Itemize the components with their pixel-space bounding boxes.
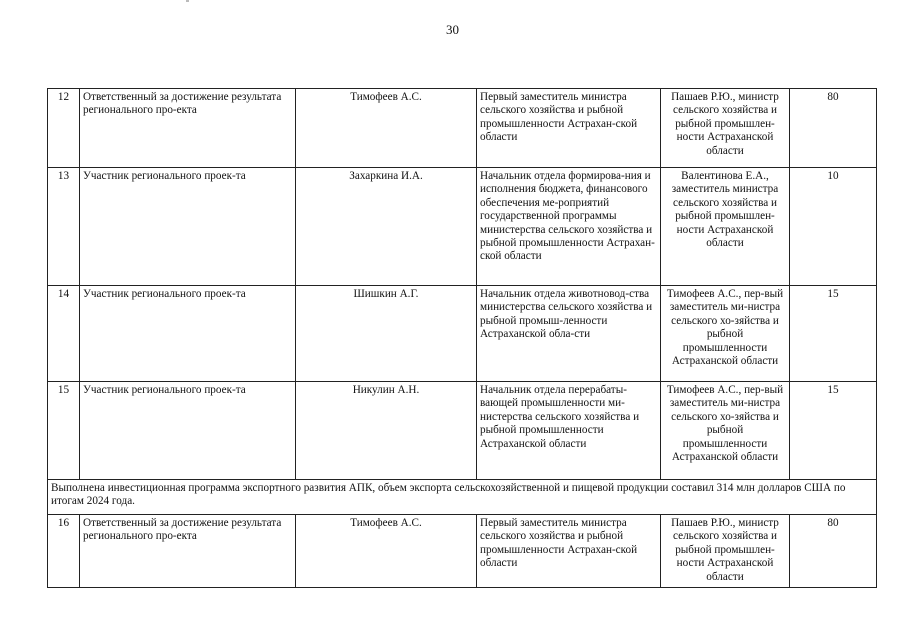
- table-row: [48, 382, 877, 480]
- row-role: Ответственный за достижение результата регионального про-екта: [80, 89, 296, 168]
- merged-row-text: Выполнена инвестиционная программа экспортного развития АПК, объем экспорта сельскохозяйственной и пищевой продукции составил 314 млн долларов США по итогам 2024 года.: [48, 480, 877, 515]
- row-name: Шишкин А.Г.: [296, 286, 477, 382]
- row-position: Начальник отдела животновод-ства министерства сельского хозяйства и рыбной промыш-ленности Астраханской обла-сти: [477, 286, 661, 382]
- row-role: Участник регионального проек-та: [80, 382, 296, 480]
- row-number: 15: [48, 382, 80, 480]
- row-role: Ответственный за достижение результата регионального про-екта: [80, 515, 296, 588]
- row-supervisor: Пашаев Р.Ю., министр сельского хозяйства и рыбной промышлен-ности Астраханской области: [661, 89, 790, 168]
- scan-mark: [186, 0, 189, 2]
- row-number: 12: [48, 89, 80, 168]
- row-percent: 15: [790, 286, 877, 382]
- row-role: Участник регионального проек-та: [80, 168, 296, 286]
- row-percent: 15: [790, 382, 877, 480]
- row-position: Первый заместитель министра сельского хозяйства и рыбной промышленности Астрахан-ской области: [477, 89, 661, 168]
- row-supervisor: Пашаев Р.Ю., министр сельского хозяйства и рыбной промышлен-ности Астраханской области: [661, 515, 790, 588]
- row-percent: 80: [790, 515, 877, 588]
- table-row: [48, 515, 877, 588]
- row-name: Захаркина И.А.: [296, 168, 477, 286]
- row-supervisor: Валентинова Е.А., заместитель министра сельского хозяйства и рыбной промышлен-ности Астраханской области: [661, 168, 790, 286]
- row-position: Начальник отдела перерабаты-вающей промышленности ми-нистерства сельского хозяйства и рыбной промышленности Астраханской области: [477, 382, 661, 480]
- row-name: Тимофеев А.С.: [296, 515, 477, 588]
- row-number: 16: [48, 515, 80, 588]
- row-name: Тимофеев А.С.: [296, 89, 477, 168]
- row-name: Никулин А.Н.: [296, 382, 477, 480]
- row-position: Начальник отдела формирова-ния и исполнения бюджета, финансового обеспечения ме-роприятий государственной программы министерства сельского хозяйства и рыбной промышленности Астрахан-ской области: [477, 168, 661, 286]
- row-role: Участник регионального проек-та: [80, 286, 296, 382]
- row-number: 14: [48, 286, 80, 382]
- row-percent: 10: [790, 168, 877, 286]
- row-percent: 80: [790, 89, 877, 168]
- responsibility-table: [47, 88, 877, 588]
- row-supervisor: Тимофеев А.С., пер-вый заместитель ми-нистра сельского хо-зяйства и рыбной промышленности Астраханской области: [661, 286, 790, 382]
- table-row: [48, 168, 877, 286]
- row-supervisor: Тимофеев А.С., пер-вый заместитель ми-нистра сельского хо-зяйства и рыбной промышленности Астраханской области: [661, 382, 790, 480]
- page-number: 30: [446, 22, 459, 37]
- table-row: [48, 89, 877, 168]
- merged-row: [48, 480, 877, 515]
- row-position: Первый заместитель министра сельского хозяйства и рыбной промышленности Астрахан-ской области: [477, 515, 661, 588]
- table-row: [48, 286, 877, 382]
- row-number: 13: [48, 168, 80, 286]
